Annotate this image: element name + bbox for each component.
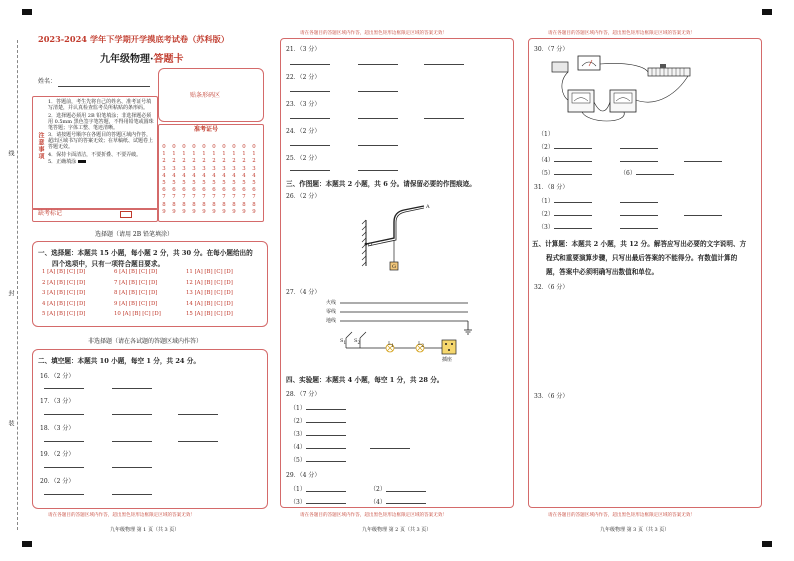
question-22: 22．（2 分） bbox=[286, 74, 321, 81]
exam-digit[interactable]: 2 bbox=[172, 158, 176, 165]
answer-line[interactable] bbox=[306, 435, 346, 436]
switch-s2-subscript: 2 bbox=[357, 340, 361, 345]
exam-digit[interactable]: 0 bbox=[192, 144, 196, 150]
sub-label: （3） bbox=[290, 499, 306, 506]
exam-digit-column[interactable] bbox=[210, 144, 218, 216]
exam-digit[interactable]: 6 bbox=[192, 187, 196, 194]
warning-text: 请在各题目的答题区域内作答，超出黑色矩形边框限定区域的答案无效！ bbox=[300, 31, 448, 36]
exam-digit[interactable]: 8 bbox=[232, 201, 236, 208]
choice-question-row[interactable]: 9 [A] [B] [C] [D] bbox=[114, 300, 158, 307]
exam-digit[interactable]: 6 bbox=[172, 187, 176, 194]
exam-digit[interactable]: 9 bbox=[242, 208, 246, 215]
note-item bbox=[48, 159, 154, 165]
exam-digit[interactable]: 9 bbox=[212, 208, 216, 215]
answer-line[interactable] bbox=[620, 161, 658, 162]
alignment-mark bbox=[22, 541, 32, 547]
answer-line[interactable] bbox=[306, 422, 346, 423]
sub-label: （4） bbox=[290, 444, 306, 451]
choice-question-row[interactable]: 8 [A] [B] [C] [D] bbox=[114, 290, 158, 296]
sub-label: （2） bbox=[370, 486, 386, 493]
answer-line[interactable] bbox=[44, 414, 84, 415]
warning-text: 请在各题目的答题区域内作答，超出黑色矩形边框限定区域的答案无效！ bbox=[548, 31, 696, 36]
sub-label: （2） bbox=[290, 418, 306, 425]
answer-line[interactable] bbox=[178, 414, 218, 415]
exam-digit[interactable]: 7 bbox=[252, 194, 256, 201]
answer-line[interactable] bbox=[620, 202, 658, 203]
exam-digit[interactable]: 2 bbox=[222, 158, 226, 165]
exam-digit[interactable]: 5 bbox=[232, 180, 236, 187]
sub-label: （2） bbox=[538, 144, 554, 151]
exam-digit[interactable]: 2 bbox=[182, 158, 186, 165]
exam-digit-column[interactable] bbox=[230, 144, 238, 216]
exam-digit-column[interactable] bbox=[250, 144, 258, 216]
exam-digit[interactable]: 6 bbox=[212, 187, 216, 194]
exam-digit[interactable]: 6 bbox=[162, 187, 166, 194]
title-separator: · bbox=[150, 54, 154, 65]
answer-line[interactable] bbox=[290, 118, 330, 119]
exam-digit[interactable]: 4 bbox=[202, 172, 206, 179]
note-item: 4．保持卡面清洁，不要折叠、不要弄破。 bbox=[48, 151, 142, 158]
question-32: 32．（6 分） bbox=[534, 284, 569, 291]
exam-digit[interactable]: 2 bbox=[192, 158, 196, 165]
exam-digit[interactable]: 5 bbox=[222, 180, 226, 187]
exam-digit[interactable]: 3 bbox=[172, 165, 176, 172]
answer-line[interactable] bbox=[620, 148, 658, 149]
exam-digit[interactable]: 9 bbox=[202, 208, 206, 215]
switch-s1-subscript: 1 bbox=[343, 340, 347, 345]
answer-line[interactable] bbox=[554, 202, 592, 203]
answer-line[interactable] bbox=[424, 64, 464, 65]
exam-digit[interactable]: 0 bbox=[242, 144, 246, 150]
wire-ground-label: 地线 bbox=[326, 318, 337, 324]
exam-digit[interactable]: 6 bbox=[222, 187, 226, 194]
subject-title bbox=[100, 50, 183, 65]
choice-question-row[interactable]: 14 [A] [B] [C] [D] bbox=[186, 300, 233, 307]
exam-digit[interactable]: 1 bbox=[162, 151, 166, 158]
lamp1-letter: L bbox=[388, 341, 392, 347]
note-item: 2．选择题必须用 2B 铅笔填涂；非选择题必须用 0.5mm 黑色签字笔答题，不得用铅笔或圆珠笔答题；字体工整、笔迹清晰。 bbox=[48, 112, 154, 131]
choice-question-row[interactable]: 2 [A] [B] [C] [D] bbox=[42, 279, 86, 286]
exam-digit[interactable]: 7 bbox=[192, 194, 196, 201]
lamp2-label bbox=[418, 341, 424, 348]
exam-digit[interactable]: 1 bbox=[212, 151, 216, 158]
fill-heading: 二、填空题：本题共 10 小题，每空 1 分，共 24 分。 bbox=[38, 357, 200, 365]
sub-label: （3） bbox=[290, 431, 306, 438]
lamp1-label bbox=[388, 341, 394, 348]
answer-line[interactable] bbox=[358, 170, 398, 171]
side-label-seal: 封 bbox=[7, 290, 14, 298]
exam-digit-column[interactable] bbox=[180, 144, 188, 216]
question-33: 33．（6 分） bbox=[534, 393, 569, 400]
exam-digit[interactable]: 5 bbox=[192, 180, 196, 187]
answer-line[interactable] bbox=[424, 118, 464, 119]
exam-digit[interactable]: 0 bbox=[182, 144, 186, 150]
choice-question-row[interactable]: 4 [A] [B] [C] [D] bbox=[42, 300, 86, 307]
exam-digit[interactable]: 1 bbox=[182, 151, 186, 158]
exam-number-label: 准考证号 bbox=[194, 126, 219, 133]
exam-digit[interactable]: 5 bbox=[252, 180, 256, 187]
exam-digit[interactable]: 3 bbox=[242, 165, 246, 172]
exam-digit[interactable]: 8 bbox=[192, 201, 196, 208]
exam-digit[interactable]: 0 bbox=[212, 144, 216, 150]
page-footer: 九年级物理 第 2 页（共 3 页） bbox=[362, 527, 432, 533]
answer-line[interactable] bbox=[358, 118, 398, 119]
exam-digit[interactable]: 7 bbox=[202, 194, 206, 201]
side-label-line: 线 bbox=[7, 150, 14, 158]
exam-digit[interactable]: 6 bbox=[202, 187, 206, 194]
answer-line[interactable] bbox=[178, 441, 218, 442]
exam-digit-column[interactable] bbox=[240, 144, 248, 216]
exam-digit[interactable]: 8 bbox=[252, 201, 256, 208]
answer-line[interactable] bbox=[554, 148, 592, 149]
question-26: 26．（2 分） bbox=[286, 193, 321, 200]
exam-digit[interactable]: 3 bbox=[202, 165, 206, 172]
calc-heading-3: 题，答案中必须明确写出数值和单位。 bbox=[546, 268, 659, 276]
lever-diagram bbox=[360, 200, 440, 280]
exam-digit[interactable]: 4 bbox=[232, 172, 236, 179]
question-20: 20．（2 分） bbox=[40, 478, 75, 485]
answer-line[interactable] bbox=[290, 170, 330, 171]
exam-digit[interactable]: 8 bbox=[212, 201, 216, 208]
exam-digit[interactable]: 9 bbox=[172, 208, 176, 215]
sub-label: （5） bbox=[538, 170, 554, 177]
answer-line[interactable] bbox=[386, 491, 426, 492]
answer-line[interactable] bbox=[44, 494, 84, 495]
question-23: 23．（3 分） bbox=[286, 101, 321, 108]
exam-digit[interactable]: 9 bbox=[182, 208, 186, 215]
exam-digit[interactable]: 4 bbox=[222, 172, 226, 179]
exam-digit[interactable]: 0 bbox=[222, 144, 226, 150]
barcode-label: 贴条形码区 bbox=[190, 92, 221, 99]
exam-digit[interactable]: 5 bbox=[182, 180, 186, 187]
side-label-bind: 装 bbox=[7, 420, 14, 428]
switch-s2-letter: S bbox=[354, 338, 358, 344]
exam-digit[interactable]: 8 bbox=[182, 201, 186, 208]
exam-digit[interactable]: 7 bbox=[242, 194, 246, 201]
answer-line[interactable] bbox=[44, 388, 84, 389]
exam-digit[interactable]: 5 bbox=[212, 180, 216, 187]
exam-digit[interactable]: 7 bbox=[172, 194, 176, 201]
switch-s1-label bbox=[340, 338, 346, 345]
answer-line[interactable] bbox=[636, 174, 674, 175]
choice-question-row[interactable]: 12 [A] [B] [C] [D] bbox=[186, 279, 233, 286]
sub-label: （4） bbox=[538, 157, 554, 164]
lamp2-letter: L bbox=[418, 341, 422, 347]
choice-instruction-2: 四个选项中，只有一项符合题目要求。 bbox=[52, 260, 165, 268]
note-item: 3．请按题号顺序在各题目的答题区域内作答，超出区域书写的答案无效；在草稿纸、试题卷上答题无效。 bbox=[48, 132, 154, 150]
exam-digit[interactable]: 6 bbox=[252, 187, 256, 194]
question-19: 19．（2 分） bbox=[40, 451, 75, 458]
question-18: 18．（3 分） bbox=[40, 425, 75, 432]
choice-question-row[interactable]: 1 [A] [B] [C] [D] bbox=[42, 269, 86, 275]
note-item-text: 5．正确填涂 bbox=[48, 159, 77, 165]
alignment-mark bbox=[22, 9, 32, 15]
name-label: 姓名： bbox=[38, 78, 57, 85]
exam-digit[interactable]: 7 bbox=[182, 194, 186, 201]
calc-heading-2: 程式和重要演算步骤，只写出最后答案的不能得分。有数值计算的 bbox=[546, 254, 738, 262]
exam-digit[interactable]: 8 bbox=[202, 201, 206, 208]
note-item: 1．答题前，考生先将自己的姓名、准考证号填写清楚，并认真检查监考员所粘贴的条形码。 bbox=[48, 99, 152, 111]
choice-instruction: 一、选择题：本题共 15 小题，每小题 2 分，共 30 分。在每小题给出的 bbox=[38, 249, 253, 257]
exam-digit[interactable]: 8 bbox=[162, 201, 166, 208]
sub-label: （1） bbox=[538, 198, 554, 205]
alignment-mark bbox=[762, 541, 772, 547]
exam-digit[interactable]: 8 bbox=[222, 201, 226, 208]
answer-line[interactable] bbox=[290, 145, 330, 146]
exam-digit[interactable]: 4 bbox=[182, 172, 186, 179]
switch-s2-label bbox=[354, 338, 360, 345]
exam-digit[interactable]: 6 bbox=[182, 187, 186, 194]
answer-line[interactable] bbox=[620, 228, 658, 229]
sub-label: （3） bbox=[538, 224, 554, 231]
exam-digit[interactable]: 0 bbox=[202, 144, 206, 150]
exam-digit[interactable]: 7 bbox=[222, 194, 226, 201]
sub-label: （5） bbox=[290, 457, 306, 464]
exam-digit[interactable]: 3 bbox=[232, 165, 236, 172]
question-27: 27．（4 分） bbox=[286, 289, 321, 296]
choice-question-row[interactable]: 13 [A] [B] [C] [D] bbox=[186, 290, 233, 296]
circuit-apparatus-diagram bbox=[548, 52, 698, 128]
question-30: 30．（7 分） bbox=[534, 46, 569, 53]
question-17: 17．（3 分） bbox=[40, 398, 75, 405]
exam-digit[interactable]: 5 bbox=[162, 180, 166, 187]
choice-banner: 选择题（请用 2B 铅笔填涂） bbox=[95, 231, 174, 238]
exam-digit[interactable]: 5 bbox=[172, 180, 176, 187]
exam-digit[interactable]: 1 bbox=[172, 151, 176, 158]
answer-line[interactable] bbox=[44, 467, 84, 468]
choice-question-row[interactable]: 15 [A] [B] [C] [D] bbox=[186, 311, 233, 317]
exam-digit[interactable]: 8 bbox=[172, 201, 176, 208]
exam-title: 2023-2024 学年下学期开学摸底考试卷（苏科版） bbox=[38, 34, 230, 44]
answer-line[interactable] bbox=[112, 414, 152, 415]
exam-digit[interactable]: 4 bbox=[192, 172, 196, 179]
exam-digit[interactable]: 2 bbox=[232, 158, 236, 165]
notes-heading: 注意事项 bbox=[37, 132, 44, 160]
answer-line[interactable] bbox=[554, 228, 592, 229]
exam-digit-column[interactable] bbox=[190, 144, 198, 216]
exam-digit[interactable]: 0 bbox=[162, 144, 166, 150]
exam-digit-column[interactable] bbox=[220, 144, 228, 216]
answer-line[interactable] bbox=[306, 461, 346, 462]
exam-digit[interactable]: 9 bbox=[252, 208, 256, 215]
answer-line[interactable] bbox=[290, 64, 330, 65]
page-footer: 九年级物理 第 3 页（共 3 页） bbox=[600, 527, 670, 533]
warning-text: 请在各题目的答题区域内作答，超出黑色矩形边框限定区域的答案无效！ bbox=[48, 513, 196, 518]
choice-question-row[interactable]: 11 [A] [B] [C] [D] bbox=[186, 269, 233, 275]
socket-label: 插座 bbox=[442, 357, 453, 363]
exam-digit[interactable]: 3 bbox=[222, 165, 226, 172]
answer-line[interactable] bbox=[620, 215, 658, 216]
exam-digit-column[interactable] bbox=[170, 144, 178, 216]
absent-checkbox[interactable] bbox=[120, 211, 132, 218]
subject-name: 九年级物理 bbox=[100, 54, 150, 65]
exam-digit[interactable]: 4 bbox=[252, 172, 256, 179]
sub-label: （1） bbox=[290, 486, 306, 493]
draw-heading: 三、作图题：本题共 2 小题，共 6 分。请保留必要的作图痕迹。 bbox=[286, 180, 476, 188]
answer-card-label: 答题卡 bbox=[153, 54, 184, 65]
exam-digit[interactable]: 2 bbox=[242, 158, 246, 165]
answer-line[interactable] bbox=[306, 448, 346, 449]
question-24: 24．（2 分） bbox=[286, 128, 321, 135]
exam-digit[interactable]: 4 bbox=[242, 172, 246, 179]
calc-heading: 五、计算题：本题共 2 小题，共 12 分。解答应写出必要的文字说明、方 bbox=[532, 240, 747, 248]
sub-label: （1） bbox=[538, 131, 554, 138]
answer-line[interactable] bbox=[306, 409, 346, 410]
choice-question-row[interactable]: 10 [A] [B] [C] [D] bbox=[114, 311, 161, 317]
page-footer: 九年级物理 第 1 页（共 3 页） bbox=[110, 527, 180, 533]
wire-live-label: 火线 bbox=[326, 300, 337, 306]
filled-sample-mark bbox=[78, 160, 86, 163]
answer-line[interactable] bbox=[112, 441, 152, 442]
answer-line[interactable] bbox=[358, 91, 398, 92]
warning-text: 请在各题目的答题区域内作答，超出黑色矩形边框限定区域的答案无效！ bbox=[300, 513, 448, 518]
exam-digit[interactable]: 3 bbox=[182, 165, 186, 172]
weight-G-label: G bbox=[392, 264, 396, 270]
answer-line[interactable] bbox=[358, 145, 398, 146]
exam-digit[interactable]: 7 bbox=[162, 194, 166, 201]
exam-digit[interactable]: 1 bbox=[222, 151, 226, 158]
lamp2-subscript: 2 bbox=[421, 343, 424, 348]
experiment-heading: 四、实验题：本题共 4 小题，每空 1 分，共 28 分。 bbox=[286, 376, 444, 384]
sub-label: （2） bbox=[538, 211, 554, 218]
answer-line[interactable] bbox=[290, 91, 330, 92]
exam-digit[interactable]: 2 bbox=[252, 158, 256, 165]
exam-digit[interactable]: 0 bbox=[232, 144, 236, 150]
exam-digit[interactable]: 2 bbox=[212, 158, 216, 165]
exam-digit[interactable]: 6 bbox=[232, 187, 236, 194]
name-field[interactable] bbox=[58, 86, 150, 87]
question-31: 31．（8 分） bbox=[534, 184, 569, 191]
exam-digit[interactable]: 3 bbox=[252, 165, 256, 172]
exam-digit[interactable]: 4 bbox=[212, 172, 216, 179]
answer-line[interactable] bbox=[44, 441, 84, 442]
exam-digit[interactable]: 1 bbox=[192, 151, 196, 158]
absent-label: 缺考标记 bbox=[38, 210, 63, 217]
sub-label: （1） bbox=[290, 405, 306, 412]
notes-list bbox=[48, 99, 154, 165]
choice-question-row[interactable]: 6 [A] [B] [C] [D] bbox=[114, 269, 158, 275]
answer-line[interactable] bbox=[554, 174, 592, 175]
exam-digit[interactable]: 3 bbox=[162, 165, 166, 172]
wiring-diagram bbox=[340, 298, 480, 368]
answer-line[interactable] bbox=[370, 448, 410, 449]
exam-digit[interactable]: 1 bbox=[242, 151, 246, 158]
question-28: 28．（7 分） bbox=[286, 391, 321, 398]
exam-digit-column[interactable] bbox=[160, 144, 168, 216]
answer-line[interactable] bbox=[358, 64, 398, 65]
exam-number-grid[interactable] bbox=[160, 144, 260, 220]
warning-text: 请在各题目的答题区域内作答，超出黑色矩形边框限定区域的答案无效！ bbox=[548, 513, 696, 518]
exam-digit[interactable]: 5 bbox=[242, 180, 246, 187]
answer-line[interactable] bbox=[112, 467, 152, 468]
exam-digit[interactable]: 6 bbox=[242, 187, 246, 194]
answer-line[interactable] bbox=[684, 215, 722, 216]
answer-line[interactable] bbox=[554, 215, 592, 216]
exam-digit[interactable]: 0 bbox=[172, 144, 176, 150]
point-A-label: A bbox=[426, 204, 430, 210]
exam-digit[interactable]: 2 bbox=[162, 158, 166, 165]
exam-digit[interactable]: 2 bbox=[202, 158, 206, 165]
nonchoice-banner: 非选择题（请在各试题的答题区域内作答） bbox=[88, 338, 203, 345]
exam-digit-column[interactable] bbox=[200, 144, 208, 216]
answer-line[interactable] bbox=[112, 494, 152, 495]
exam-digit[interactable]: 7 bbox=[232, 194, 236, 201]
answer-line[interactable] bbox=[306, 503, 346, 504]
exam-digit[interactable]: 9 bbox=[222, 208, 226, 215]
answer-line[interactable] bbox=[112, 388, 152, 389]
answer-line[interactable] bbox=[386, 503, 426, 504]
exam-digit[interactable]: 5 bbox=[202, 180, 206, 187]
binding-line bbox=[17, 40, 18, 530]
point-O-label: O bbox=[368, 242, 373, 248]
answer-line[interactable] bbox=[306, 491, 346, 492]
exam-digit[interactable]: 7 bbox=[212, 194, 216, 201]
exam-digit[interactable]: 1 bbox=[202, 151, 206, 158]
choice-question-row[interactable]: 3 [A] [B] [C] [D] bbox=[42, 290, 86, 296]
sub-label: （4） bbox=[370, 499, 386, 506]
question-25: 25．（2 分） bbox=[286, 155, 321, 162]
wire-neutral-label: 零线 bbox=[326, 309, 337, 315]
choice-question-row[interactable]: 7 [A] [B] [C] [D] bbox=[114, 279, 158, 286]
choice-question-row[interactable]: 5 [A] [B] [C] [D] bbox=[42, 311, 86, 317]
exam-digit[interactable]: 1 bbox=[252, 151, 256, 158]
exam-digit[interactable]: 3 bbox=[212, 165, 216, 172]
question-29: 29．（4 分） bbox=[286, 472, 321, 479]
exam-digit[interactable]: 9 bbox=[162, 208, 166, 215]
exam-digit[interactable]: 4 bbox=[172, 172, 176, 179]
lamp1-subscript: 1 bbox=[391, 343, 394, 348]
exam-digit[interactable]: 0 bbox=[252, 144, 256, 150]
sub-label-6: （6） bbox=[620, 170, 636, 177]
exam-digit[interactable]: 4 bbox=[162, 172, 166, 179]
exam-digit[interactable]: 9 bbox=[192, 208, 196, 215]
question-16: 16．（2 分） bbox=[40, 373, 75, 380]
alignment-mark bbox=[762, 9, 772, 15]
answer-line[interactable] bbox=[554, 161, 592, 162]
question-21: 21．（3 分） bbox=[286, 46, 321, 53]
exam-digit[interactable]: 1 bbox=[232, 151, 236, 158]
exam-digit[interactable]: 8 bbox=[242, 201, 246, 208]
switch-s1-letter: S bbox=[340, 338, 344, 344]
exam-digit[interactable]: 9 bbox=[232, 208, 236, 215]
answer-line[interactable] bbox=[684, 161, 722, 162]
exam-digit[interactable]: 3 bbox=[192, 165, 196, 172]
